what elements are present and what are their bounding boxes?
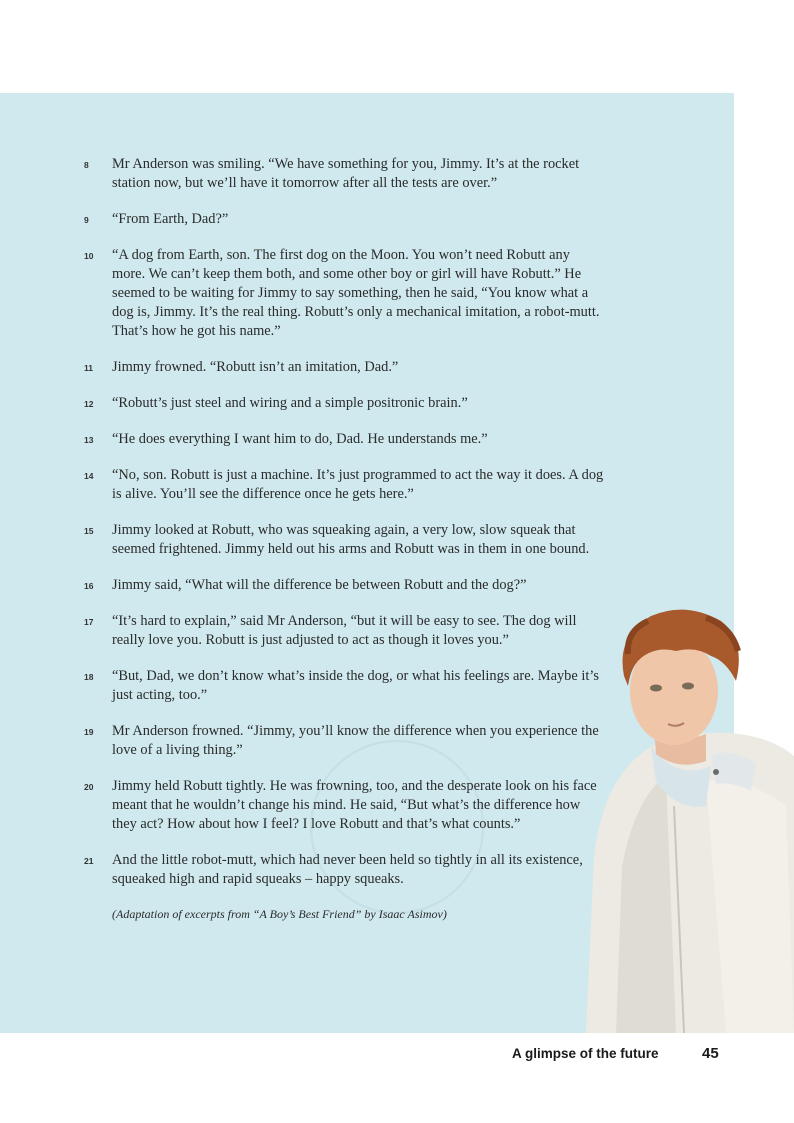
page-number: 45 [702, 1045, 719, 1062]
boy-photo [556, 606, 794, 1033]
paragraph-text: “No, son. Robutt is just a machine. It’s just programmed to act the way it does. A dog is alive. You’ll see the difference once he gets here.” [112, 467, 604, 502]
paragraph-number: 8 [84, 160, 89, 170]
running-footer-title: A glimpse of the future [512, 1046, 659, 1061]
paragraph [84, 667, 604, 705]
paragraph-text: “A dog from Earth, son. The first dog on the Moon. You won’t need Robutt any more. We can’t keep them both, and some other boy or girl will have Robutt.” He seemed to be waiting for Jimmy to say something, then he said, “You know what a dog is, Jimmy. It’s the real thing. Robutt’s only a mechanical imitation, a robot-mutt. That’s how he got his name.” [112, 247, 600, 339]
paragraph-number: 12 [84, 399, 94, 409]
paragraph-text: Mr Anderson frowned. “Jimmy, you’ll know the difference when you experience the love of a living thing.” [112, 723, 599, 758]
paragraph-number: 14 [84, 471, 94, 481]
paragraph-number: 16 [84, 581, 94, 591]
paragraph-number: 21 [84, 856, 94, 866]
paragraph-number: 19 [84, 727, 94, 737]
paragraph-number: 17 [84, 617, 94, 627]
paragraph [84, 246, 604, 341]
source-attribution: (Adaptation of excerpts from “A Boy’s Best Friend” by Isaac Asimov) [112, 907, 447, 921]
story-text [84, 155, 604, 922]
paragraph [84, 394, 604, 413]
paragraph [84, 722, 604, 760]
paragraph-text: Mr Anderson was smiling. “We have something for you, Jimmy. It’s at the rocket station now, but we’ll have it tomorrow after all the tests are over.” [112, 156, 580, 191]
paragraph-text: “But, Dad, we don’t know what’s inside the dog, or what his feelings are. Maybe it’s just acting, too.” [112, 668, 599, 703]
paragraph-number: 15 [84, 526, 94, 536]
paragraph-number: 10 [84, 251, 94, 261]
paragraph-text: Jimmy looked at Robutt, who was squeaking again, a very low, slow squeak that seemed frightened. Jimmy held out his arms and Robutt was in them in one bound. [112, 522, 590, 557]
paragraph [84, 612, 604, 650]
paragraph-text: And the little robot-mutt, which had never been held so tightly in all its existence, squeaked high and rapid squeaks – happy squeaks. [112, 852, 583, 887]
paragraph [84, 851, 604, 889]
paragraph [84, 521, 604, 559]
paragraph [84, 155, 604, 193]
paragraph [84, 210, 604, 229]
paragraph [84, 777, 604, 834]
paragraph-text: “It’s hard to explain,” said Mr Anderson, “but it will be easy to see. The dog will really love you. Robutt is just adjusted to act as though it loves you.” [112, 613, 577, 648]
paragraph-number: 9 [84, 215, 89, 225]
paragraph-text: “Robutt’s just steel and wiring and a simple positronic brain.” [112, 395, 468, 411]
paragraph-text: “From Earth, Dad?” [112, 211, 229, 227]
paragraph-number: 11 [84, 363, 93, 373]
paragraph-number: 20 [84, 782, 94, 792]
paragraph [84, 358, 604, 377]
paragraph-number: 13 [84, 435, 94, 445]
paragraph [84, 466, 604, 504]
paragraph-number: 18 [84, 672, 94, 682]
paragraph [84, 576, 604, 595]
paragraph-text: Jimmy said, “What will the difference be between Robutt and the dog?” [112, 577, 527, 593]
paragraph-text: Jimmy frowned. “Robutt isn’t an imitation, Dad.” [112, 359, 399, 375]
paragraph-text: “He does everything I want him to do, Dad. He understands me.” [112, 431, 488, 447]
paragraph-text: Jimmy held Robutt tightly. He was frowning, too, and the desperate look on his face meant that he wouldn’t change his mind. He said, “But what’s the difference how they act? How about how I feel? I love Robutt and that’s what counts.” [112, 778, 597, 832]
paragraph [84, 430, 604, 449]
